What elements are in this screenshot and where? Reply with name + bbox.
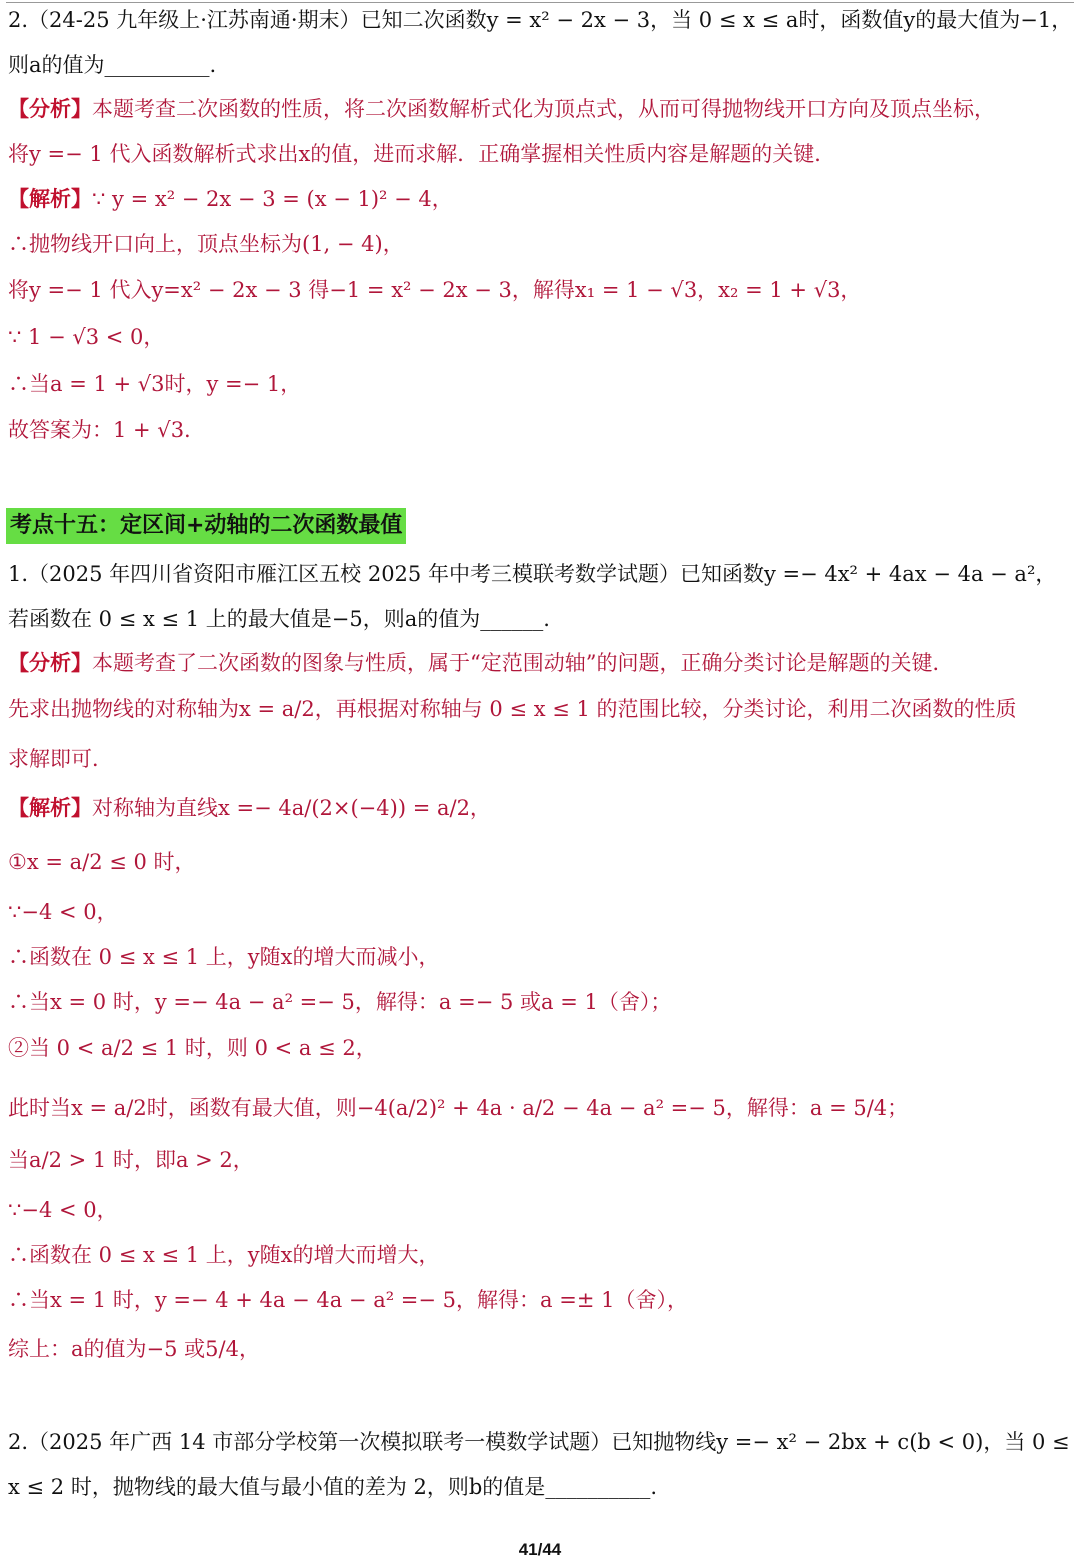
trailing-punctuation: . [543, 607, 550, 631]
solution-tag: 【解析】 [8, 796, 92, 820]
solution-text: 将y =− 1 代入函数解析式求出x的值，进而求解．正确掌握相关性质内容是解题的关键． [8, 142, 836, 166]
section-heading: 考点十五：定区间+动轴的二次函数最值 [6, 508, 406, 544]
solution-text: ∵−4 < 0， [8, 1198, 118, 1222]
q2-prev-line [8, 50, 216, 80]
page-number: 41/44 [518, 1540, 562, 1559]
question-text: x ≤ 2 时，抛物线的最大值与最小值的差为 2，则b的值是 [8, 1475, 546, 1499]
q2-prev-line [8, 229, 404, 259]
section-line [8, 897, 118, 927]
section-line [8, 1472, 657, 1502]
solution-text: ∴当a = 1 + √3时，y =− 1， [8, 372, 302, 396]
top-rule [6, 2, 1074, 3]
section-line [8, 559, 1056, 589]
section-line [8, 694, 1017, 724]
question-text: 2.（24-25 九年级上·江苏南通·期末）已知二次函数y = x² − 2x − 3，当 0 ≤ x ≤ a时，函数值y的最大值为−1， [8, 8, 1073, 32]
q2-prev-line [8, 369, 301, 399]
analysis-tag: 【分析】 [8, 651, 92, 675]
solution-text: 本题考查二次函数的性质，将二次函数解析式化为顶点式，从而可得抛物线开口方向及顶点坐标， [92, 97, 995, 121]
solution-text: 对称轴为直线x =− 4a/(2×(−4)) = a/2， [92, 796, 491, 820]
solution-text: 故答案为：1 + √3. [8, 418, 191, 442]
question-text: 则a的值为 [8, 53, 105, 77]
q2-prev-line [8, 415, 191, 445]
solution-text: ∵−4 < 0， [8, 900, 118, 924]
section-line [8, 648, 953, 678]
section-line [8, 1093, 908, 1123]
section-line [8, 942, 440, 972]
answer-blank: __________ [545, 1475, 651, 1499]
q2-prev-line [8, 322, 164, 352]
solution-text: ∴当x = 1 时，y =− 4 + 4a − 4a − a² =− 5，解得：a =± 1（舍）， [8, 1288, 688, 1312]
analysis-tag: 【分析】 [8, 97, 92, 121]
section-line [8, 1145, 254, 1175]
trailing-punctuation: . [650, 1475, 657, 1499]
q2-prev-line [8, 184, 453, 214]
solution-text: 综上：a的值为−5 或5/4， [8, 1337, 260, 1361]
question-text: 2.（2025 年广西 14 市部分学校第一次模拟联考一模数学试题）已知抛物线y =− x² − 2bx + c(b < 0)，当 0 ≤ [8, 1430, 1070, 1454]
solution-text: 先求出抛物线的对称轴为x = a/2，再根据对称轴与 0 ≤ x ≤ 1 的范围比较，分类讨论，利用二次函数的性质 [8, 697, 1017, 721]
section-line [8, 1427, 1070, 1457]
solution-text: 当a/2 > 1 时，即a > 2， [8, 1148, 254, 1172]
solution-text: ∴抛物线开口向上，顶点坐标为(1, − 4)， [8, 232, 404, 256]
section-line [8, 1033, 377, 1063]
section-line [8, 1285, 688, 1315]
solution-text: 求解即可． [8, 747, 113, 771]
solution-text: ①x = a/2 ≤ 0 时， [8, 850, 196, 874]
solution-text: ∴当x = 0 时，y =− 4a − a² =− 5，解得：a =− 5 或a = 1（舍）； [8, 990, 672, 1014]
answer-blank: __________ [104, 53, 210, 77]
section-line [8, 744, 113, 774]
solution-text: ∴函数在 0 ≤ x ≤ 1 上，y随x的增大而增大， [8, 1243, 440, 1267]
section-line [8, 1334, 260, 1364]
solution-text: ∴函数在 0 ≤ x ≤ 1 上，y随x的增大而减小， [8, 945, 440, 969]
section-line [8, 604, 550, 634]
solution-text: ∵ 1 − √3 < 0， [8, 325, 165, 349]
section-line [8, 1240, 440, 1270]
solution-text: 此时当x = a/2时，函数有最大值，则−4(a/2)² + 4a · a/2 − 4a − a² =− 5，解得：a = 5/4； [8, 1096, 909, 1120]
q2-prev-line [8, 139, 835, 169]
question-text: 若函数在 0 ≤ x ≤ 1 上的最大值是−5，则a的值为 [8, 607, 481, 631]
solution-text: 将y =− 1 代入y=x² − 2x − 3 得−1 = x² − 2x − 3，解得x₁ = 1 − √3，x₂ = 1 + √3， [8, 278, 862, 302]
solution-text: ②当 0 < a/2 ≤ 1 时，则 0 < a ≤ 2， [8, 1036, 377, 1060]
section-line [8, 847, 196, 877]
question-text: 1.（2025 年四川省资阳市雁江区五校 2025 年中考三模联考数学试题）已知函数y =− 4x² + 4ax − 4a − a²， [8, 562, 1057, 586]
solution-text: ∵ y = x² − 2x − 3 = (x − 1)² − 4， [92, 187, 453, 211]
solution-text: 本题考查了二次函数的图象与性质，属于“定范围动轴”的问题，正确分类讨论是解题的关键． [92, 651, 954, 675]
q2-prev-line [8, 94, 995, 124]
solution-tag: 【解析】 [8, 187, 92, 211]
q2-prev-line [8, 5, 1072, 35]
section-line [8, 793, 491, 823]
answer-blank: ______ [480, 607, 544, 631]
section-line [8, 987, 671, 1017]
section-line [8, 1195, 118, 1225]
trailing-punctuation: . [209, 53, 217, 77]
q2-prev-line [8, 275, 861, 305]
